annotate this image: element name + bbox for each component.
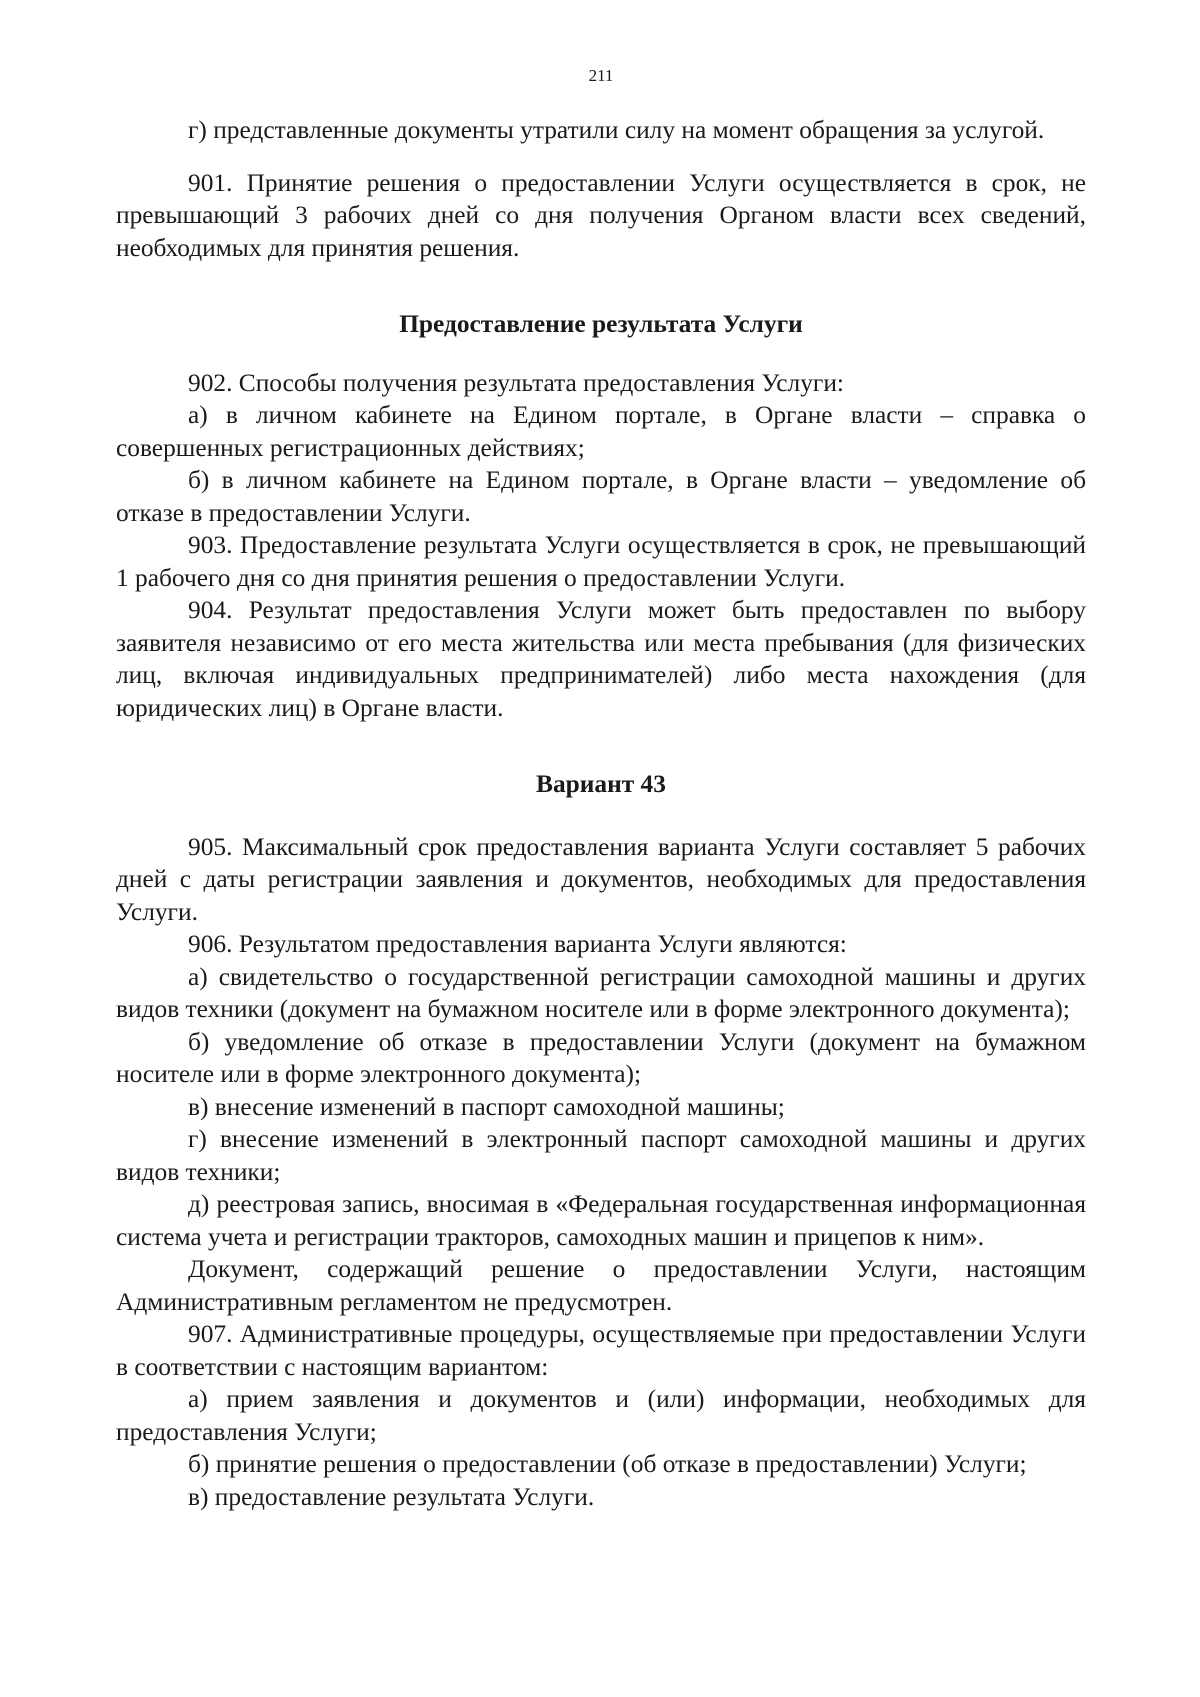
page-number: 211: [588, 66, 614, 85]
paragraph-903: 903. Предоставление результата Услуги осуществляется в срок, не превышающий 1 рабочего дня со дня принятия решения о предоставлении Услуги.: [116, 531, 1086, 592]
paragraph-906-b: б) уведомление об отказе в предоставлении Услуги (документ на бумажном носителе или в форме электронного документа);: [116, 1027, 1086, 1088]
document-body: [116, 114, 1086, 1513]
paragraph-906: 906. Результатом предоставления варианта Услуги являются:: [188, 930, 847, 958]
document-page: [116, 0, 1086, 1697]
paragraph-901: 901. Принятие решения о предоставлении Услуги осуществляется в срок, не превышающий 3 рабочих дней со дня получения Органом власти всех сведений, необходимых для принятия решения.: [116, 168, 1086, 262]
paragraph-906-d: д) реестровая запись, вносимая в «Федеральная государственная информационная система учета и регистрации тракторов, самоходных машин и прицепов к ним».: [116, 1190, 1086, 1251]
paragraph-907-b: б) принятие решения о предоставлении (об отказе в предоставлении) Услуги;: [188, 1450, 1027, 1478]
paragraph-904: 904. Результат предоставления Услуги может быть предоставлен по выбору заявителя независимо от его места жительства или места пребывания (для физических лиц, включая индивидуальных предпринимателей) либо места нахождения (для юридических лиц) в Органе власти.: [116, 596, 1086, 722]
section-heading-result: Предоставление результата Услуги: [399, 310, 803, 338]
paragraph-907-v: в) предоставление результата Услуги.: [188, 1482, 595, 1511]
paragraph-907-a: а) прием заявления и документов и (или) информации, необходимых для предоставления Услуги;: [116, 1385, 1086, 1446]
section-heading-variant-43: Вариант 43: [536, 770, 666, 798]
paragraph-902-a: а) в личном кабинете на Едином портале, в Органе власти – справка о совершенных регистрационных действиях;: [116, 401, 1086, 462]
paragraph-decision-document: Документ, содержащий решение о предоставлении Услуги, настоящим Административным регламентом не предусмотрен.: [116, 1255, 1086, 1316]
paragraph-906-a: а) свидетельство о государственной регистрации самоходной машины и других видов техники (документ на бумажном носителе или в форме электронного документа);: [116, 962, 1086, 1023]
paragraph-907: 907. Административные процедуры, осуществляемые при предоставлении Услуги в соответствии с настоящим вариантом:: [116, 1320, 1086, 1381]
paragraph-902-b: б) в личном кабинете на Едином портале, в Органе власти – уведомление об отказе в предоставлении Услуги.: [116, 466, 1086, 527]
paragraph-905: 905. Максимальный срок предоставления варианта Услуги составляет 5 рабочих дней с даты регистрации заявления и документов, необходимых для предоставления Услуги.: [116, 832, 1086, 926]
paragraph-902: 902. Способы получения результата предоставления Услуги:: [188, 368, 844, 397]
paragraph-g-documents-expired: г) представленные документы утратили силу на момент обращения за услугой.: [188, 116, 1045, 144]
paragraph-906-v: в) внесение изменений в паспорт самоходной машины;: [188, 1092, 785, 1121]
paragraph-906-g: г) внесение изменений в электронный паспорт самоходной машины и других видов техники;: [116, 1125, 1086, 1186]
